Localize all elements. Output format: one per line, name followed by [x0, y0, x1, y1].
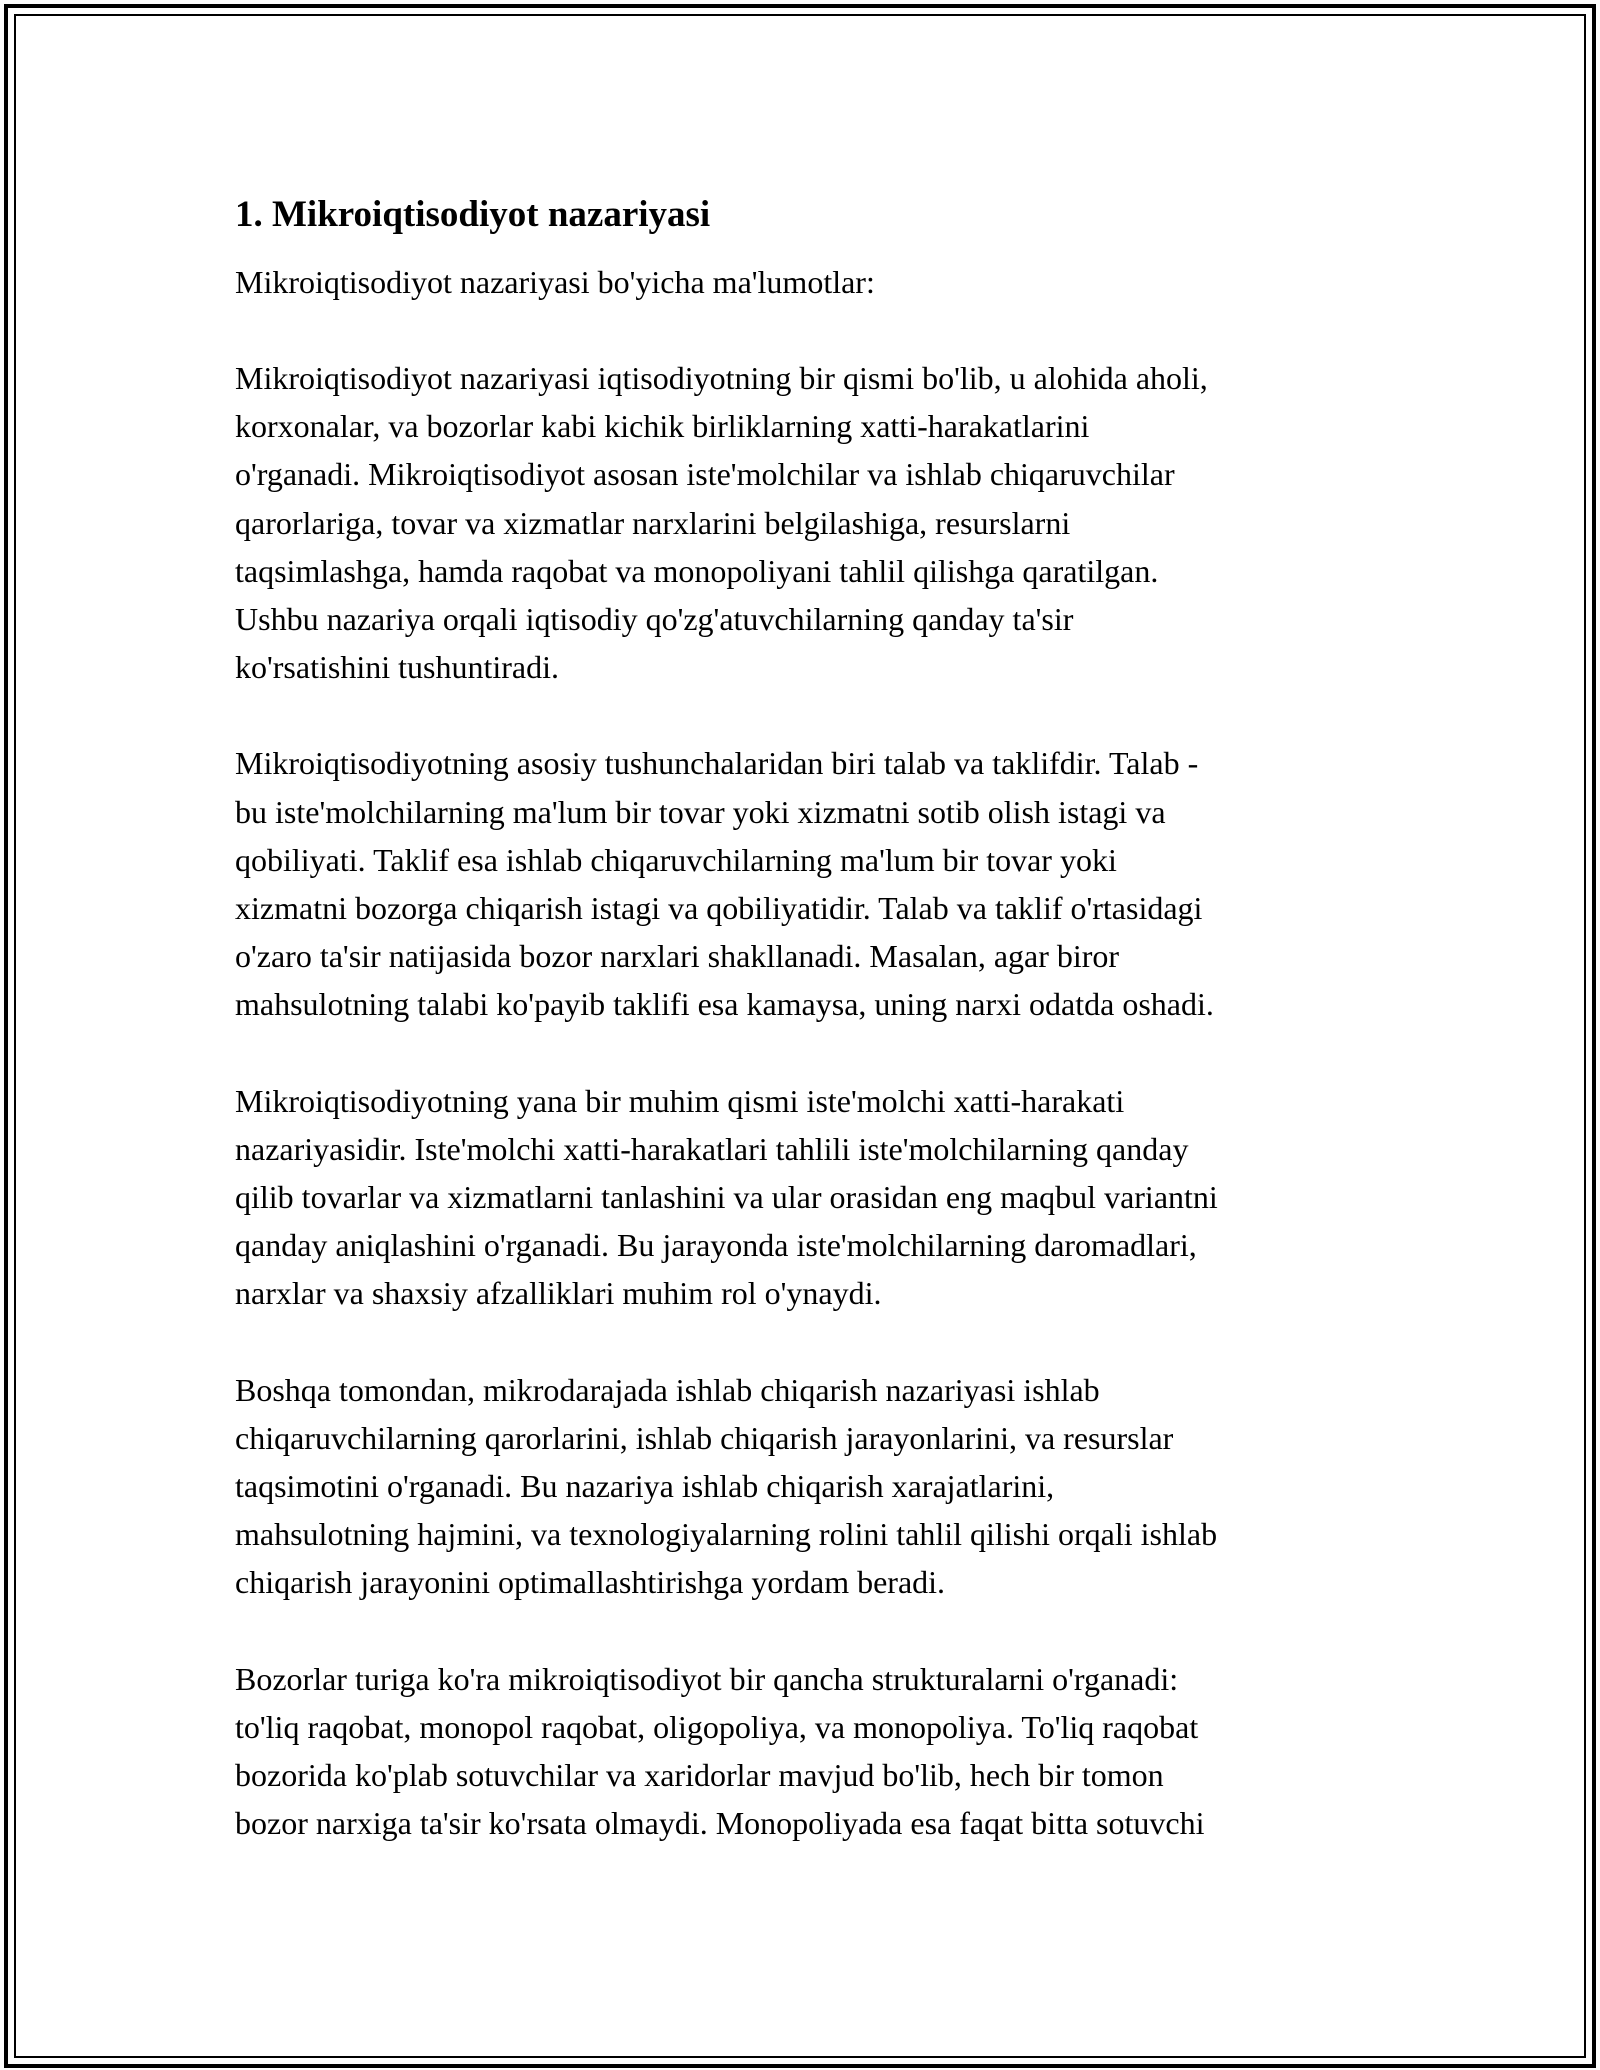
paragraph: [235, 1655, 1375, 1848]
paragraph-line: to'liq raqobat, monopol raqobat, oligopoliya, va monopoliya. To'liq raqobat: [235, 1708, 1199, 1745]
paragraph-line: korxonalar, va bozorlar kabi kichik birliklarning xatti-harakatlarini: [235, 408, 1090, 445]
paragraph-list: [235, 354, 1375, 1847]
paragraph-line: bu iste'molchilarning ma'lum bir tovar yoki xizmatni sotib olish istagi va: [235, 793, 1166, 830]
document-body: [235, 186, 1375, 1895]
paragraph-line: nazariyasidir. Iste'molchi xatti-harakatlari tahlili iste'molchilarning qanday: [235, 1130, 1189, 1167]
paragraph-line: o'zaro ta'sir natijasida bozor narxlari shakllanadi. Masalan, agar biror: [235, 938, 1120, 975]
paragraph-line: taqsimlashga, hamda raqobat va monopoliyani tahlil qilishga qaratilgan.: [235, 552, 1159, 589]
paragraph: [235, 739, 1375, 1028]
paragraph-line: qilib tovarlar va xizmatlarni tanlashini va ular orasidan eng maqbul variantni: [235, 1179, 1218, 1216]
paragraph-line: bozor narxiga ta'sir ko'rsata olmaydi. Monopoliyada esa faqat bitta sotuvchi: [235, 1805, 1205, 1842]
paragraph: [235, 354, 1375, 691]
paragraph-line: ko'rsatishini tushuntiradi.: [235, 649, 559, 686]
paragraph-line: Boshqa tomondan, mikrodarajada ishlab chiqarish nazariyasi ishlab: [235, 1371, 1100, 1408]
paragraph-line: narxlar va shaxsiy afzalliklari muhim rol o'ynaydi.: [235, 1275, 882, 1312]
document-title: 1. Mikroiqtisodiyot nazariyasi: [235, 194, 711, 235]
paragraph-line: taqsimotini o'rganadi. Bu nazariya ishlab chiqarish xarajatlarini,: [235, 1468, 1055, 1505]
paragraph: [235, 1077, 1375, 1318]
paragraph-line: Mikroiqtisodiyotning yana bir muhim qismi iste'molchi xatti-harakati: [235, 1082, 1125, 1119]
paragraph-line: Mikroiqtisodiyot nazariyasi iqtisodiyotning bir qismi bo'lib, u alohida aholi,: [235, 360, 1208, 396]
paragraph-line: qobiliyati. Taklif esa ishlab chiqaruvchilarning ma'lum bir tovar yoki: [235, 841, 1117, 878]
paragraph-line: o'rganadi. Mikroiqtisodiyot asosan iste'molchilar va ishlab chiqaruvchilar: [235, 456, 1175, 493]
paragraph-line: qanday aniqlashini o'rganadi. Bu jarayonda iste'molchilarning daromadlari,: [235, 1227, 1197, 1264]
paragraph-line: mahsulotning hajmini, va texnologiyalarning rolini tahlil qilishi orqali ishlab: [235, 1516, 1218, 1553]
paragraph-line: xizmatni bozorga chiqarish istagi va qobiliyatidir. Talab va taklif o'rtasidagi: [235, 890, 1203, 927]
paragraph: [235, 1366, 1375, 1607]
paragraph-line: Mikroiqtisodiyotning asosiy tushunchalaridan biri talab va taklifdir. Talab -: [235, 745, 1199, 782]
paragraph-line: mahsulotning talabi ko'payib taklifi esa kamaysa, uning narxi odatda oshadi.: [235, 986, 1214, 1023]
intro-line: Mikroiqtisodiyot nazariyasi bo'yicha ma'lumotlar:: [235, 264, 875, 300]
paragraph-line: Bozorlar turiga ko'ra mikroiqtisodiyot bir qancha strukturalarni o'rganadi:: [235, 1660, 1179, 1697]
paragraph-line: chiqaruvchilarning qarorlarini, ishlab chiqarish jarayonlarini, va resurslar: [235, 1419, 1174, 1456]
paragraph-line: Ushbu nazariya orqali iqtisodiy qo'zg'atuvchilarning qanday ta'sir: [235, 601, 1074, 638]
paragraph-line: chiqarish jarayonini optimallashtirishga yordam beradi.: [235, 1564, 946, 1601]
paragraph-line: qarorlariga, tovar va xizmatlar narxlarini belgilashiga, resurslarni: [235, 504, 1071, 541]
paragraph-line: bozorida ko'plab sotuvchilar va xaridorlar mavjud bo'lib, hech bir tomon: [235, 1757, 1164, 1794]
